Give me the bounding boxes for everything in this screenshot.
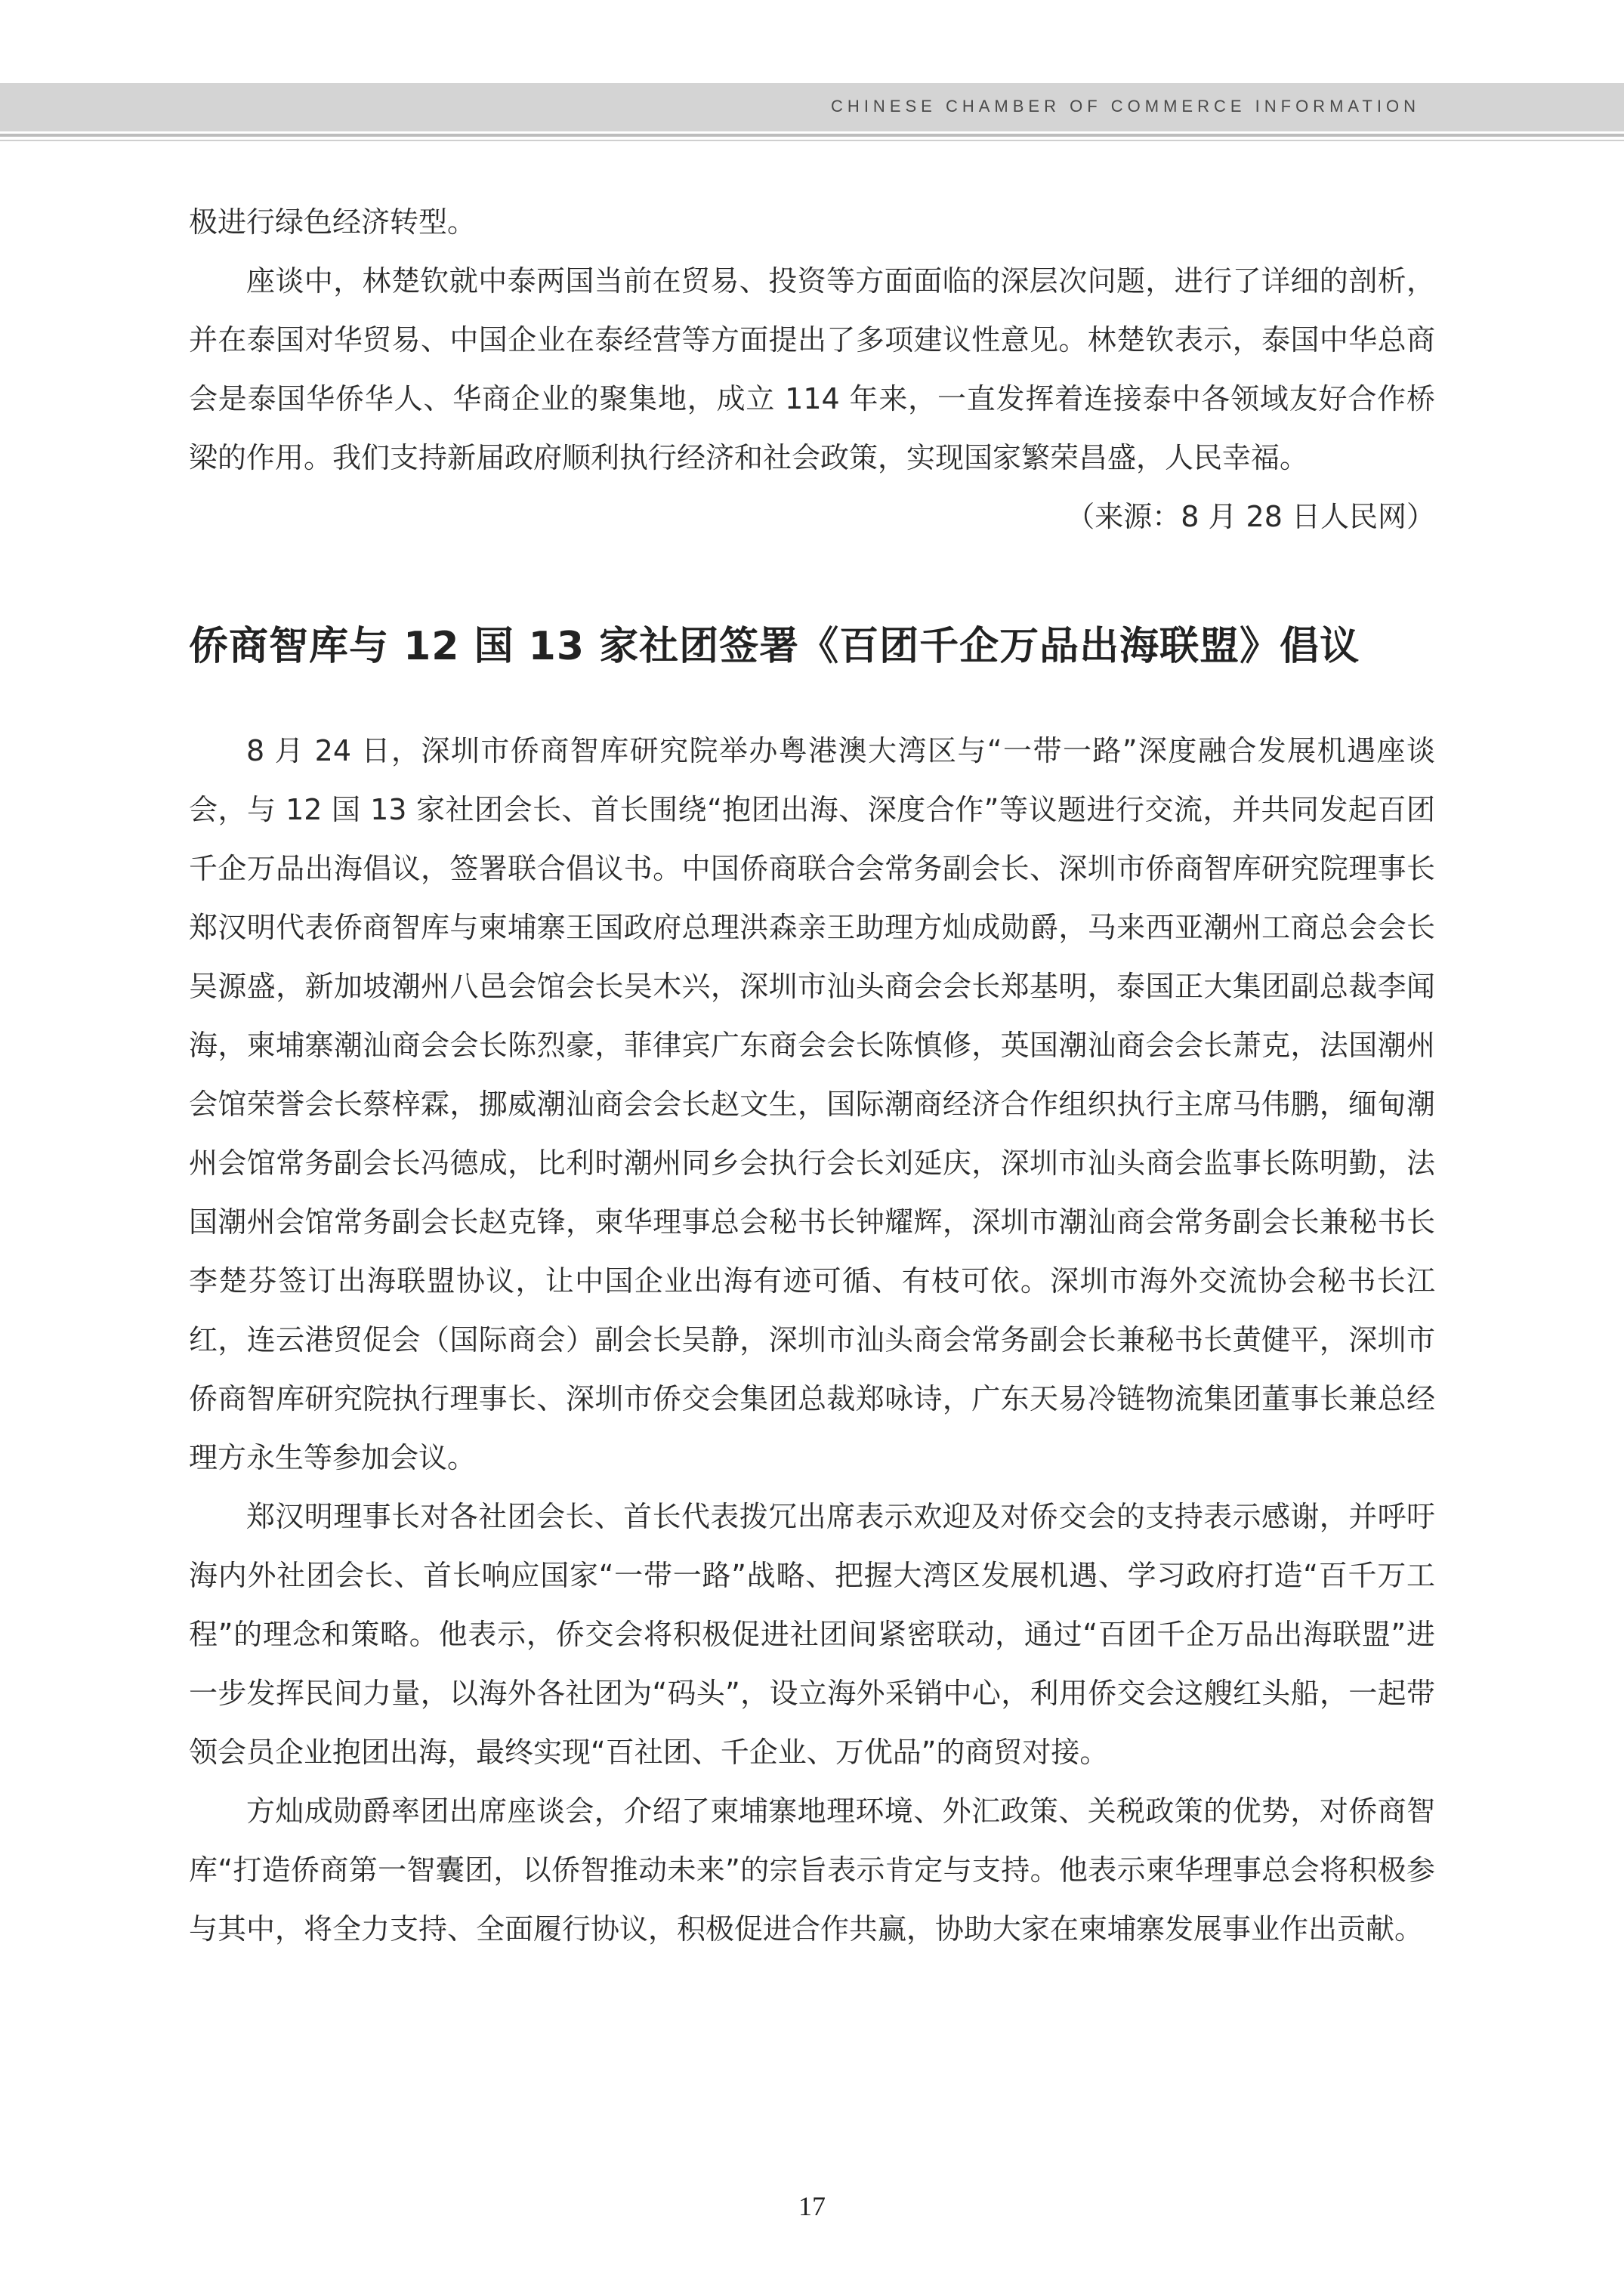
header-divider bbox=[0, 134, 1624, 137]
source-citation: （来源：8 月 28 日人民网） bbox=[1066, 500, 1435, 533]
page-number: 17 bbox=[798, 2191, 826, 2221]
paragraph-continued: 极进行绿色经济转型。 bbox=[189, 205, 477, 239]
article-title: 侨商智库与 12 国 13 家社团签署《百团千企万品出海联盟》倡议 bbox=[189, 624, 1360, 669]
publication-name: CHINESE CHAMBER OF COMMERCE INFORMATION bbox=[831, 97, 1420, 116]
paragraph: 郑汉明理事长对各社团会长、首长代表拨冗出席表示欢迎及对侨交会的支持表示感谢，并呼吁海内外社团会长、首长响应国家“一带一路”战略、把握大湾区发展机遇、学习政府打造“百千万工程”的理念和策略。他表示，侨交会将积极促进社团间紧密联动，通过“百团千企万品出海联盟”进一步发挥民间力量，以海外各社团为“码头”，设立海外采销中心，利用侨交会这艘红头船，一起带领会员企业抱团出海，最终实现“百社团、千企业、万优品”的商贸对接。 bbox=[189, 1500, 1435, 1769]
paragraph: 8 月 24 日，深圳市侨商智库研究院举办粤港澳大湾区与“一带一路”深度融合发展机遇座谈会，与 12 国 13 家社团会长、首长围绕“抱团出海、深度合作”等议题进行交流，并共同发起百团千企万品出海倡议，签署联合倡议书。中国侨商联合会常务副会长、深圳市侨商智库研究院理事长郑汉明代表侨商智库与柬埔寨王国政府总理洪森亲王助理方灿成勋爵，马来西亚潮州工商总会会长吴源盛，新加坡潮州八邑会馆会长吴木兴，深圳市汕头商会会长郑基明，泰国正大集团副总裁李闻海，柬埔寨潮汕商会会长陈烈豪，菲律宾广东商会会长陈慎修，英国潮汕商会会长萧克，法国潮州会馆荣誉会长蔡梓霖，挪威潮汕商会会长赵文生，国际潮商经济合作组织执行主席马伟鹏，缅甸潮州会馆常务副会长冯德成，比利时潮州同乡会执行会长刘延庆，深圳市汕头商会监事长陈明勤，法国潮州会馆常务副会长赵克锋，柬华理事总会秘书长钟耀辉，深圳市潮汕商会常务副会长兼秘书长李楚芬签订出海联盟协议，让中国企业出海有迹可循、有枝可依。深圳市海外交流协会秘书长江红，连云港贸促会（国际商会）副会长吴静，深圳市汕头商会常务副会长兼秘书长黄健平，深圳市侨商智库研究院执行理事长、深圳市侨交会集团总裁郑咏诗，广东天易冷链物流集团董事长兼总经理方永生等参加会议。 bbox=[189, 734, 1435, 1474]
paragraph: 座谈中，林楚钦就中泰两国当前在贸易、投资等方面面临的深层次问题，进行了详细的剖析，并在泰国对华贸易、中国企业在泰经营等方面提出了多项建议性意见。林楚钦表示，泰国中华总商会是泰国华侨华人、华商企业的聚集地，成立 114 年来，一直发挥着连接泰中各领域友好合作桥梁的作用。我们支持新届政府顺利执行经济和社会政策，实现国家繁荣昌盛，人民幸福。 bbox=[189, 264, 1435, 474]
paragraph: 方灿成勋爵率团出席座谈会，介绍了柬埔寨地理环境、外汇政策、关税政策的优势，对侨商智库“打造侨商第一智囊团，以侨智推动未来”的宗旨表示肯定与支持。他表示柬华理事总会将积极参与其中，将全力支持、全面履行协议，积极促进合作共赢，协助大家在柬埔寨发展事业作出贡献。 bbox=[189, 1795, 1435, 1946]
page-content bbox=[189, 193, 1435, 1958]
header-divider-thin bbox=[0, 140, 1624, 141]
